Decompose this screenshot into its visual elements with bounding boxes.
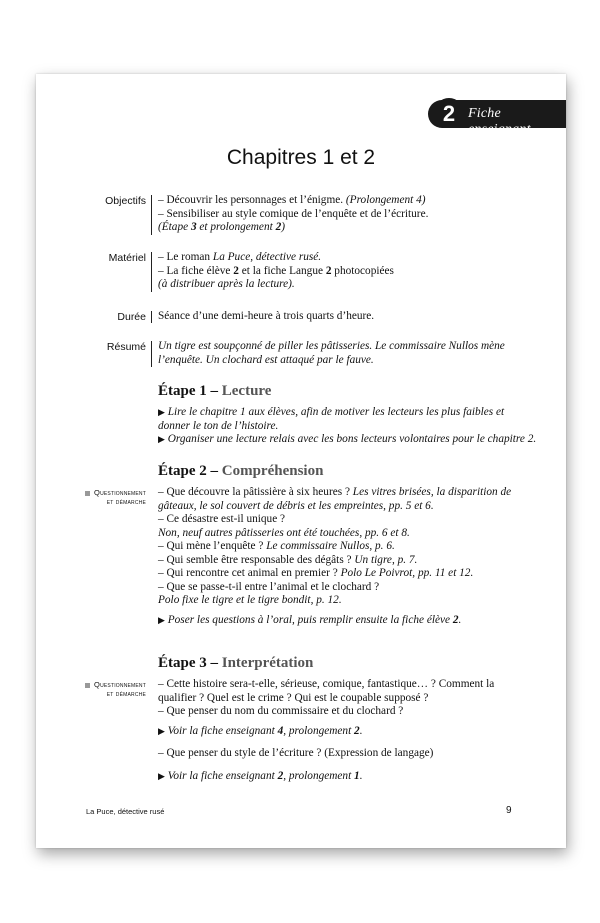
etape3-body [158,678,546,783]
materiel-l2a: – La fiche élève [158,264,234,277]
etape3-side-label [85,680,146,698]
etape2-q6-answer: Polo fixe le tigre et le tigre bondit, p. 12. [158,594,342,606]
etape3-line3: – Que penser du nom du commissaire et du clochard ? [158,705,404,717]
objectifs-line1: – Découvrir les personnages et l’énigme. [158,194,346,206]
materiel-roman: La Puce, détective rusé. [212,251,322,263]
triangle-icon: ▶ [158,725,165,736]
etape1-line1: Lire le chapitre 1 aux élèves, afin de motiver les lecteurs les plus faibles et [167,406,505,418]
materiel-bar [151,252,152,292]
etape2-q6: – Que se passe-t-il entre l’animal et le clochard ? [158,580,380,593]
materiel-l3: (à distribuer après la lecture). [158,278,295,290]
etape1-body [158,406,546,447]
etape3-voir1-mid: , prolongement [283,724,355,737]
triangle-icon: ▶ [158,434,165,444]
materiel-label: Matériel [108,252,146,264]
etape1-heading [158,383,271,400]
etape2-action: Poser les questions à l’oral, puis remplir ensuite la fiche élève [167,613,453,626]
fiche-number: 2 [434,98,464,128]
objectifs-line2: – Sensibiliser au style comique de l’enquête et de l’écriture. [158,207,429,220]
etape3-voir1-end: . [359,724,363,737]
etape2-q3-answer: Le commissaire Nullos, p. 6. [266,540,395,552]
etape3-line1: – Cette histoire sera-t-elle, sérieuse, comique, fantastique… ? Comment la [158,678,495,690]
etape1-sub: Lecture [221,383,272,399]
triangle-icon: ▶ [158,407,165,417]
etape3-line2: qualifier ? Quel est le crime ? Qui est le coupable supposé ? [158,691,429,704]
duree-label: Durée [117,311,146,323]
triangle-icon: ▶ [158,614,165,625]
etape2-q2-answer: Non, neuf autres pâtisseries ont été touchées, pp. 6 et 8. [158,526,410,539]
etape2-body [158,486,546,627]
etape2-q5-answer: Polo Le Poivrot, pp. 11 et 12. [340,567,474,579]
etape1-head: Étape 1 – [158,383,222,399]
footer-page-number: 9 [506,805,512,816]
objectifs-l3c: et prolongement [196,221,276,233]
fiche-label: Fiche enseignant [468,106,531,137]
etape1-line3: Organiser une lecture relais avec les bons lecteurs volontaires pour le chapitre 2. [167,433,537,445]
footer-book-title: La Puce, détective rusé [86,807,165,816]
objectifs-prolongement: (Prolongement 4) [345,194,426,206]
resume-label: Résumé [106,341,146,353]
etape2-q1-answer2: gâteaux, le sol couvert de débris et les empreintes, pp. 5 et 6. [158,499,434,512]
objectifs-label: Objectifs [105,195,146,207]
materiel-l2d: 2 [325,264,332,277]
etape2-heading [158,463,323,480]
etape2-action-end: . [458,613,462,626]
square-bullet-icon [85,683,90,688]
duree-text: Séance d’une demi-heure à trois quarts d’heure. [158,310,375,322]
etape2-q1: – Que découvre la pâtissière à six heures ? [158,486,353,498]
materiel-text [158,251,546,292]
page-title: Chapitres 1 et 2 [226,146,376,169]
etape2-q4-answer: Un tigre, p. 7. [354,553,418,566]
square-bullet-icon [85,491,90,496]
etape3-voir1: Voir la fiche enseignant [167,724,278,737]
resume-line2: l’enquête. Un clochard est attaqué par le fauve. [158,353,374,366]
objectifs-bar [151,195,152,235]
etape2-action-num: 2 [452,613,459,626]
etape3-side1: Questionnement [94,680,146,689]
etape2-sub: Compréhension [221,463,324,479]
etape3-voir2-mid: , prolongement [283,769,355,782]
duree-bar [151,311,152,323]
objectifs-l3b: 3 [190,221,197,233]
etape3-heading [158,655,313,672]
etape3-voir2-prol: 1 [354,769,360,782]
etape3-voir2: Voir la fiche enseignant [167,769,278,782]
objectifs-l3a: (Étape [158,221,191,233]
etape2-q2: – Ce désastre est-il unique ? [158,513,286,525]
etape2-side2: et démarche [106,497,146,506]
resume-line1: Un tigre est soupçonné de piller les pâtisseries. Le commissaire Nullos mène [158,340,505,352]
materiel-l2e: photocopiées [331,264,394,277]
etape3-voir2-num: 2 [277,769,284,782]
materiel-l1a: – Le roman [158,251,213,263]
etape2-q4: – Qui semble être responsable des dégâts ? [158,553,355,566]
etape2-q5: – Qui rencontre cet animal en premier ? [158,567,341,579]
etape2-q3: – Qui mène l’enquête ? [158,540,267,552]
objectifs-l3e: ) [281,221,285,233]
etape3-sub: Interprétation [221,655,314,671]
etape2-side-label [85,488,146,506]
etape3-head: Étape 3 – [158,655,222,671]
objectifs-text [158,194,546,235]
materiel-l2b: 2 [233,264,239,277]
page [36,74,566,848]
triangle-icon: ▶ [158,770,165,781]
etape2-side1: Questionnement [94,488,146,497]
etape2-q1-answer: Les vitres brisées, la disparition de [352,486,512,498]
materiel-l2c: et la fiche Langue [238,264,326,277]
etape3-voir2-end: . [359,769,363,782]
etape3-line4: – Que penser du style de l’écriture ? (Expression de langage) [158,747,434,759]
resume-text [158,340,546,367]
etape2-head: Étape 2 – [158,463,222,479]
etape3-voir1-prol: 2 [354,724,360,737]
etape3-side2: et démarche [106,689,146,698]
etape1-line2: donner le ton de l’histoire. [158,419,279,432]
fiche-tab [428,100,566,137]
objectifs-l3d: 2 [275,221,282,233]
etape3-voir1-num: 4 [277,724,284,737]
resume-bar [151,341,152,367]
